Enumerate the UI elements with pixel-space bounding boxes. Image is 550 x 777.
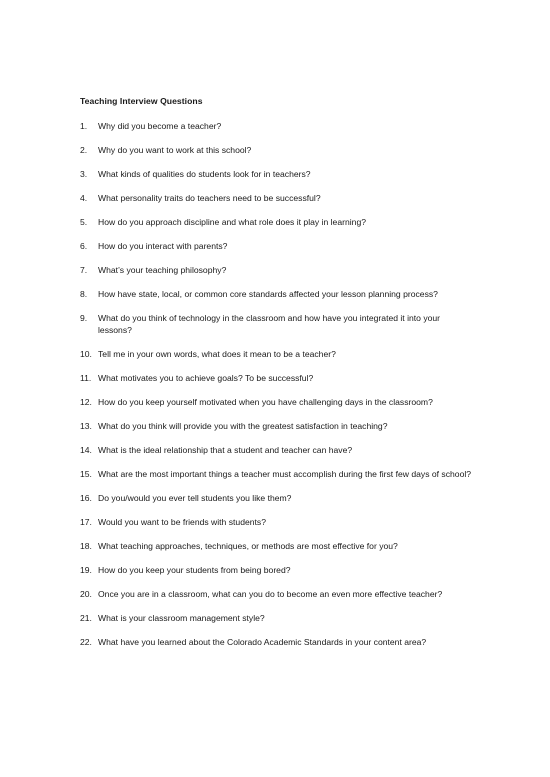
- question-number: 20.: [80, 589, 92, 599]
- question-number: 11.: [80, 373, 92, 383]
- question-item: [80, 588, 472, 600]
- question-item: [80, 168, 472, 180]
- document-title: Teaching Interview Questions: [80, 96, 203, 106]
- question-text: What motivates you to achieve goals? To be successful?: [98, 373, 314, 383]
- question-text: Would you want to be friends with students?: [98, 517, 266, 527]
- question-text: How do you interact with parents?: [98, 241, 228, 251]
- question-text: What are the most important things a teacher must accomplish during the first few days of school?: [98, 469, 472, 479]
- question-text: What’s your teaching philosophy?: [98, 265, 227, 275]
- question-number: 15.: [80, 469, 92, 479]
- question-number: 9.: [80, 313, 88, 323]
- question-number: 6.: [80, 241, 88, 251]
- question-number: 12.: [80, 397, 92, 407]
- question-text: Do you/would you ever tell students you like them?: [98, 493, 292, 503]
- question-item: [80, 516, 472, 528]
- question-text: What do you think of technology in the classroom and how have you integrated it into your lessons?: [98, 313, 441, 335]
- question-item: [80, 240, 472, 252]
- question-item: [80, 120, 472, 132]
- question-text: What do you think will provide you with the greatest satisfaction in teaching?: [98, 421, 388, 431]
- question-text: What kinds of qualities do students look for in teachers?: [98, 169, 311, 179]
- question-item: [80, 492, 472, 504]
- question-number: 8.: [80, 289, 88, 299]
- question-list: [80, 120, 472, 660]
- question-text: Why did you become a teacher?: [98, 121, 222, 131]
- question-text: What is the ideal relationship that a student and teacher can have?: [98, 445, 353, 455]
- question-item: [80, 564, 472, 576]
- question-number: 17.: [80, 517, 92, 527]
- question-text: Once you are in a classroom, what can you do to become an even more effective teacher?: [98, 589, 443, 599]
- question-text: What is your classroom management style?: [98, 613, 265, 623]
- question-text: How do you keep your students from being bored?: [98, 565, 291, 575]
- question-item: [80, 396, 472, 408]
- question-number: 5.: [80, 217, 88, 227]
- question-item: [80, 636, 472, 648]
- question-item: [80, 348, 472, 360]
- question-item: [80, 288, 472, 300]
- question-text: Why do you want to work at this school?: [98, 145, 252, 155]
- question-number: 18.: [80, 541, 92, 551]
- question-text: What have you learned about the Colorado Academic Standards in your content area?: [98, 637, 427, 647]
- question-number: 3.: [80, 169, 88, 179]
- question-text: What personality traits do teachers need to be successful?: [98, 193, 321, 203]
- question-item: [80, 468, 472, 480]
- question-item: [80, 420, 472, 432]
- question-number: 13.: [80, 421, 92, 431]
- question-item: [80, 540, 472, 552]
- question-item: [80, 192, 472, 204]
- question-text: What teaching approaches, techniques, or methods are most effective for you?: [98, 541, 398, 551]
- question-item: [80, 372, 472, 384]
- question-text: How have state, local, or common core standards affected your lesson planning process?: [98, 289, 438, 299]
- question-number: 16.: [80, 493, 92, 503]
- question-number: 21.: [80, 613, 92, 623]
- question-item: [80, 216, 472, 228]
- question-item: [80, 612, 472, 624]
- question-item: [80, 444, 472, 456]
- question-text: Tell me in your own words, what does it mean to be a teacher?: [98, 349, 336, 359]
- question-item: [80, 312, 472, 336]
- question-number: 22.: [80, 637, 92, 647]
- question-number: 14.: [80, 445, 92, 455]
- question-item: [80, 144, 472, 156]
- question-number: 19.: [80, 565, 92, 575]
- question-number: 1.: [80, 121, 88, 131]
- question-text: How do you approach discipline and what role does it play in learning?: [98, 217, 367, 227]
- question-number: 4.: [80, 193, 88, 203]
- question-number: 10.: [80, 349, 92, 359]
- question-number: 2.: [80, 145, 88, 155]
- question-number: 7.: [80, 265, 88, 275]
- question-item: [80, 264, 472, 276]
- question-text: How do you keep yourself motivated when you have challenging days in the classroom?: [98, 397, 433, 407]
